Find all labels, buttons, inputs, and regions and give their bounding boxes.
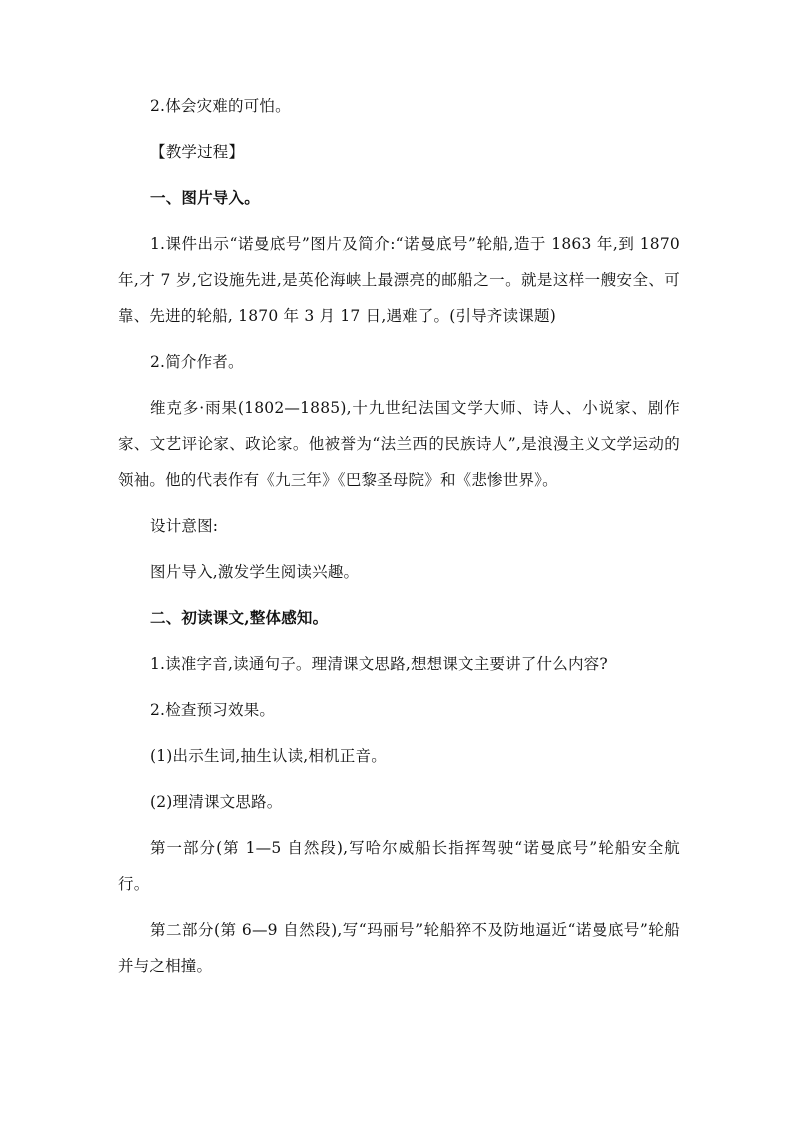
paragraph-clarify-thinking: (2)理清课文思路。 [150, 793, 283, 811]
paragraph-courseware-intro: 1.课件出示“诺曼底号”图片及简介:“诺曼底号”轮船,造于 1863 年,到 1870 年,才 7 岁,它设施先进,是英伦海峡上最漂亮的邮船之一。就是这样一艘安全、可靠、先进的轮船, 1870 年 3 月 17 日,遇难了。(引导齐读课题) [118, 235, 680, 325]
paragraph-design-intent-label: 设计意图: [150, 517, 219, 535]
heading-first-reading: 二、初读课文,整体感知。 [150, 608, 329, 627]
paragraph-author-intro-label: 2.简介作者。 [150, 353, 244, 371]
paragraph-check-preview: 2.检查预习效果。 [150, 701, 276, 719]
document-body [118, 88, 680, 994]
paragraph-goal-2: 2.体会灾难的可怕。 [150, 97, 291, 115]
paragraph-new-words: (1)出示生词,抽生认读,相机正音。 [150, 747, 387, 765]
paragraph-design-intent: 图片导入,激发学生阅读兴趣。 [150, 563, 360, 581]
paragraph-part-two: 第二部分(第 6—9 自然段),写“玛丽号”轮船猝不及防地逼近“诺曼底号”轮船并与之相撞。 [118, 921, 680, 975]
section-label-teaching-process: 【教学过程】 [150, 143, 245, 161]
heading-picture-intro: 一、图片导入。 [150, 188, 260, 207]
paragraph-author-bio: 维克多·雨果(1802—1885),十九世纪法国文学大师、诗人、小说家、剧作家、文艺评论家、政论家。他被誉为“法兰西的民族诗人”,是浪漫主义文学运动的领袖。他的代表作有《九三年》《巴黎圣母院》和《悲惨世界》。 [118, 399, 680, 489]
paragraph-read-accurately: 1.读准字音,读通句子。理清课文思路,想想课文主要讲了什么内容? [150, 655, 608, 673]
paragraph-part-one: 第一部分(第 1—5 自然段),写哈尔威船长指挥驾驶“诺曼底号”轮船安全航行。 [118, 839, 680, 893]
